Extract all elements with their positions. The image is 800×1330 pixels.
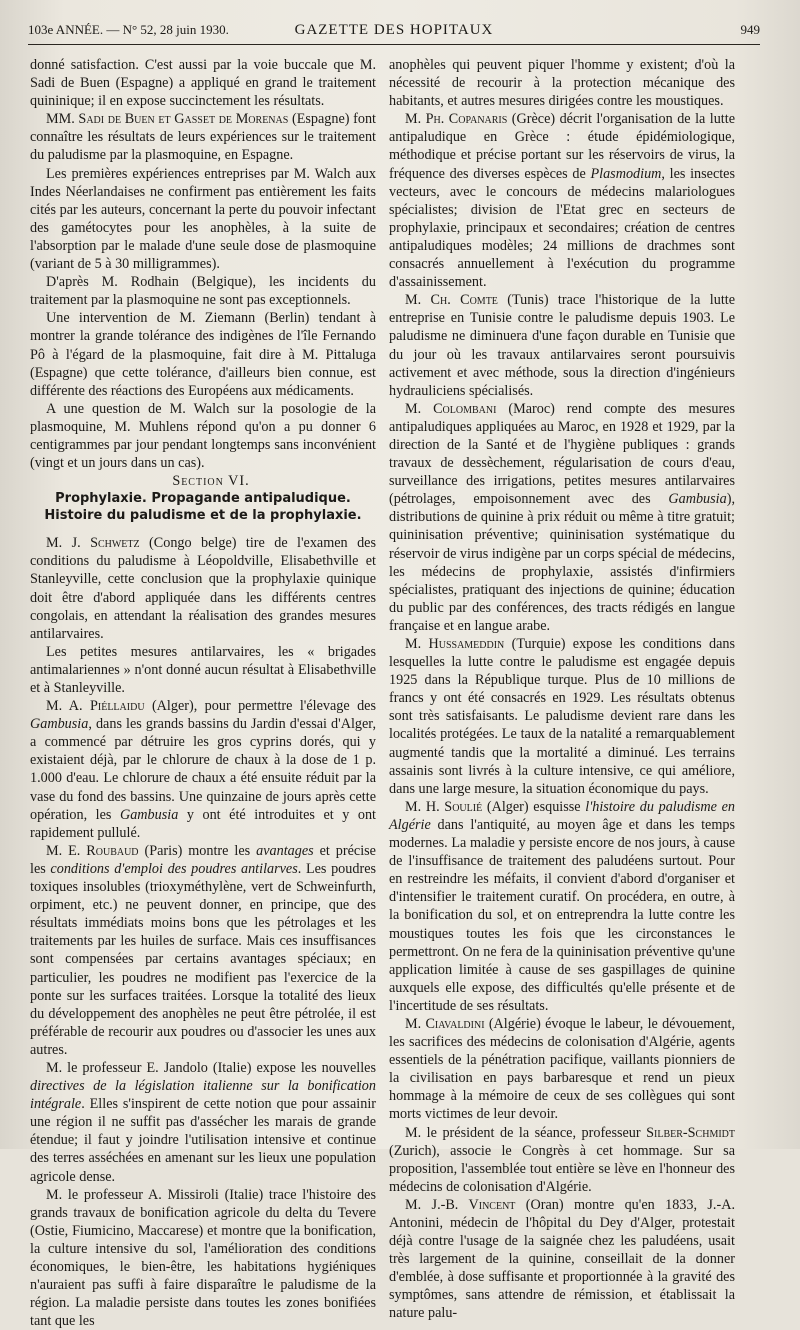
paragraph: M. A. Piéllaidu (Alger), pour permettre l'élevage des Gambusia, dans les grands bassins du Jardin d'essai d'Alger, a commencé par détruire les gros cyprins dorés, qui y existaient déjà, par le chlorure de chaux à la dose de 1 p. 1.000 d'eau. Le chlorure de chaux a été ensuite réduit par la vase du fond des bassins. Une quinzaine de jours après cette opération, les Gambusia y ont été introduites et y ont rapidement pullulé.: [30, 698, 376, 841]
journal-title: GAZETTE DES HOPITAUX: [294, 22, 494, 38]
author-name: Silber-Schmidt: [646, 1124, 735, 1141]
author-name: M. Ph. Copanaris: [405, 111, 508, 128]
author-name: M. Colombani: [405, 400, 497, 417]
author-name: M. J.-B. Vincent: [405, 1196, 516, 1213]
paragraph: M. Colombani (Maroc) rend compte des mesures antipaludiques appliquées au Maroc, en 1928 et 1929, par la direction de la Santé et de l'hygiène publiques : grands travaux de dessèchement, régularisation de cours d'eau, surveillance des irrigations, petites mesures antilarvaires (pétrolages, empoisonnement avec des Gambusia), distributions de quinine à prix réduit ou même à titre gratuit; quininisation préventive; quininisation systématique du réservoir de virus indigène par un corps spécial de médecins, les médecins de prophylaxie, assistés d'infirmiers spécialistes, pratiquant des injections de quinine; éducation du public par des conférences, des tracts rédigés en langue française et en langue arabe.: [389, 400, 735, 634]
section-subheading: Histoire du paludisme et de la prophylaxie.: [44, 508, 362, 524]
paragraph: M. E. Roubaud (Paris) montre les avantages et précise les conditions d'emploi des poudres antilarves. Les poudres toxiques insolubles (trioxyméthylène, vert de Schweinfurth, orpiment, etc.) ne peuvent donner, en principe, que des résultats immédiats moins bons que les pétrolages et les traitements par les huiles de surface. Mais ces insuffisances sont compensées par certains avantages spéciaux; en particulier, les poudres ne modifient pas l'exercice de la ponte sur les surfaces traitées. Lorsque la totalité des lieux du développement des anophèles ne peut être pétrolée, il est préférable de recourir aux poudres ou d'associer les unes aux autres.: [30, 842, 377, 1058]
paragraph: M. J. Schwetz (Congo belge) tire de l'examen des conditions du paludisme à Léopoldville, Elisabethville et Stanleyville, cette conclusion que la prophylaxie quinique doit être d'abord appliquée dans les différents centres congolais, en attendant la réalisation des grandes mesures antilarvaires.: [30, 535, 376, 642]
paragraph: donné satisfaction. C'est aussi par la voie buccale que M. Sadi de Buen (Espagne) a appliqué en grand le traitement quininique; il en expose succinctement les résultats.: [30, 57, 376, 110]
author-name: M. E. Roubaud: [46, 842, 139, 859]
paragraph: M. Ph. Copanaris (Grèce) décrit l'organisation de la lutte antipaludique en Grèce : étude épidémiologique, méthodique et précise portant sur les réservoirs de virus, la fréquence des diverses espèces de Plasmodium, les insectes vecteurs, avec le concours de médecins malariologues spécialistes; division de l'Etat grec en secteurs de prophylaxie, principaux et secondaires; création de centres antipaludiques modèles; 24 millions de drachmes sont consacrés annuellement à l'exécution du programme d'assainissement.: [389, 111, 735, 291]
paragraph: M. H. Soulié (Alger) esquisse l'histoire du paludisme en Algérie dans l'antiquité, au moyen âge et dans les temps modernes. La maladie y persiste encore de nos jours, à cause de l'insuffisance de traitement des paludéens surtout. Pour en restreindre les méfaits, il convient d'abord d'organiser et d'intensifier le traitement curatif. On procédera, en outre, à la bonification du sol, et on entreprendra la lutte contre les moustiques toutes les fois que les circonstances le permettront. On ne fera de la quininisation préventive qu'une application limitée à cause de ses gaspillages de quinine auxquels elle expose, des difficultés qu'elle présente et de l'incertitude de ses résultats.: [389, 798, 735, 1014]
author-name: M. J. Schwetz: [46, 535, 140, 552]
paragraph: M. le président de la séance, professeur Silber-Schmidt (Zurich), associe le Congrès à cet hommage. Sur sa proposition, l'assemblée tout entière se lève en l'honneur des médecins de colonisation d'Algérie.: [389, 1124, 735, 1195]
paragraph: MM. Sadi de Buen et Gasset de Morenas (Espagne) font connaître les résultats de leurs expériences sur le traitement du paludisme par la plasmoquine, en Espagne.: [30, 111, 376, 164]
right-column: [389, 56, 735, 1323]
paragraph: D'après M. Rodhain (Belgique), les incidents du traitement par la plasmoquine ne sont pas exceptionnels.: [30, 274, 376, 309]
paragraph: M. Ch. Comte (Tunis) trace l'historique de la lutte entreprise en Tunisie contre le paludisme depuis 1903. Le paludisme ne diminuera d'une façon durable en Tunisie que du jour où les travaux antilarvaires seront poursuivis activement et avec méthode, sous la direction d'ingénieurs hydrauliciens spécialisés.: [389, 292, 736, 399]
author-name: M. A. Piéllaidu: [46, 698, 145, 715]
page-number: 949: [740, 22, 760, 37]
paragraph: M. Hussameddin (Turquie) expose les conditions dans lesquelles la lutte contre le paludisme est engagée depuis 1925 dans la République turque. Plus de 10 millions de francs y ont été consacrés en 1929. Les résultats obtenus sont très satisfaisants. Le paludisme devient rare dans les localités protégées. Le taux de la natalité a remarquablement augmenté tandis que la mortalité a diminué. Les terrains assainis sont livrés à la culture intensive, ce qui améliore, dans une large mesure, la situation économique du pays.: [389, 636, 735, 797]
author-names: MM. Sadi de Buen et Gasset de Morenas: [46, 111, 289, 128]
paragraph: Les premières expériences entreprises par M. Walch aux Indes Néerlandaises ne confirment pas entièrement les faits cités par les auteurs, concernant la perte du pouvoir infectant des gamétocytes pour les anophèles, à la suite de l'absorption par le malade d'une seule dose de plasmoquine (variant de 5 à 30 milligrammes).: [30, 165, 376, 273]
author-name: M. H. Soulié: [405, 798, 483, 815]
paragraph: A une question de M. Walch sur la posologie de la plasmoquine, M. Muhlens répond qu'on a pu donner 6 centigrammes par jour pendant longtemps sans inconvénient (vingt et un jours dans un cas).: [30, 400, 376, 472]
paragraph: Les petites mesures antilarvaires, les « brigades antimalariennes » n'ont donné aucun résultat à Elisabethville et à Stanleyville.: [30, 643, 376, 696]
issue-info: 103e ANNÉE. — N° 52, 28 juin 1930.: [28, 22, 229, 37]
paragraph: Une intervention de M. Ziemann (Berlin) tendant à montrer la grande tolérance des indigènes de l'île Fernando Pô à l'égard de la plasmoquine, fait dire à M. Pittaluga (Espagne) que cette tolérance, d'ailleurs bien connue, est différente des réactions des Européens aux médicaments.: [30, 310, 376, 399]
section-heading: Prophylaxie. Propagande antipaludique.: [55, 491, 351, 507]
header-rule: [28, 44, 760, 45]
section-title: Section VI.: [172, 473, 250, 490]
paragraph: M. J.-B. Vincent (Oran) montre qu'en 1833, J.-A. Antonini, médecin de l'hôpital du Dey d'Alger, protestait déjà contre l'usage de la saignée chez les paludéens, usait très largement de la quinine, conseillait de la donner d'emblée, à dose suffisante et proportionnée à la gravité des symptômes, sans attendre de rémission, et établissait la nature palu-: [389, 1196, 735, 1322]
paragraph: M. le professeur A. Missiroli (Italie) trace l'histoire des grands travaux de bonification agricole du delta du Tevere (Ostie, Fiumicino, Maccarese) et montre que la bonification, la culture intensive du sol, l'amélioration des conditions économiques, le bien-être, les habitations hygiéniques n'auraient pas suffi à faire disparaître le paludisme de la région. La maladie persiste dans toutes les zones bonifiées tant que les: [30, 1186, 376, 1330]
paragraph: M. le professeur E. Jandolo (Italie) expose les nouvelles directives de la législation italienne sur la bonification intégrale. Elles s'inspirent de cette notion que pour assainir une région il ne suffit pas d'assécher les marais de grande étendue; il faut y joindre l'utilisation intensive et continue des terres asséchées en amenant sur les lieux une population agricole dense.: [30, 1059, 376, 1185]
paragraph: anophèles qui peuvent piquer l'homme y existent; d'où la nécessité de recourir à la protection mécanique des habitants, et autres mesures dirigées contre les moustiques.: [389, 57, 735, 110]
author-name: M. Ch. Comte: [405, 292, 498, 309]
author-name: M. Hussameddin: [405, 636, 505, 652]
left-column: [30, 56, 376, 1330]
paragraph: M. Ciavaldini (Algérie) évoque le labeur, le dévouement, les sacrifices des médecins de colonisation d'Algérie, agents essentiels de la pénétration pacifique, vaillants pionniers de la civilisation en pays barbaresque et rend un pieux hommage à la mémoire de ceux de ses collègues qui sont morts victimes de leur devoir.: [389, 1015, 735, 1123]
page-header: [28, 20, 760, 44]
author-name: M. Ciavaldini: [405, 1015, 485, 1032]
